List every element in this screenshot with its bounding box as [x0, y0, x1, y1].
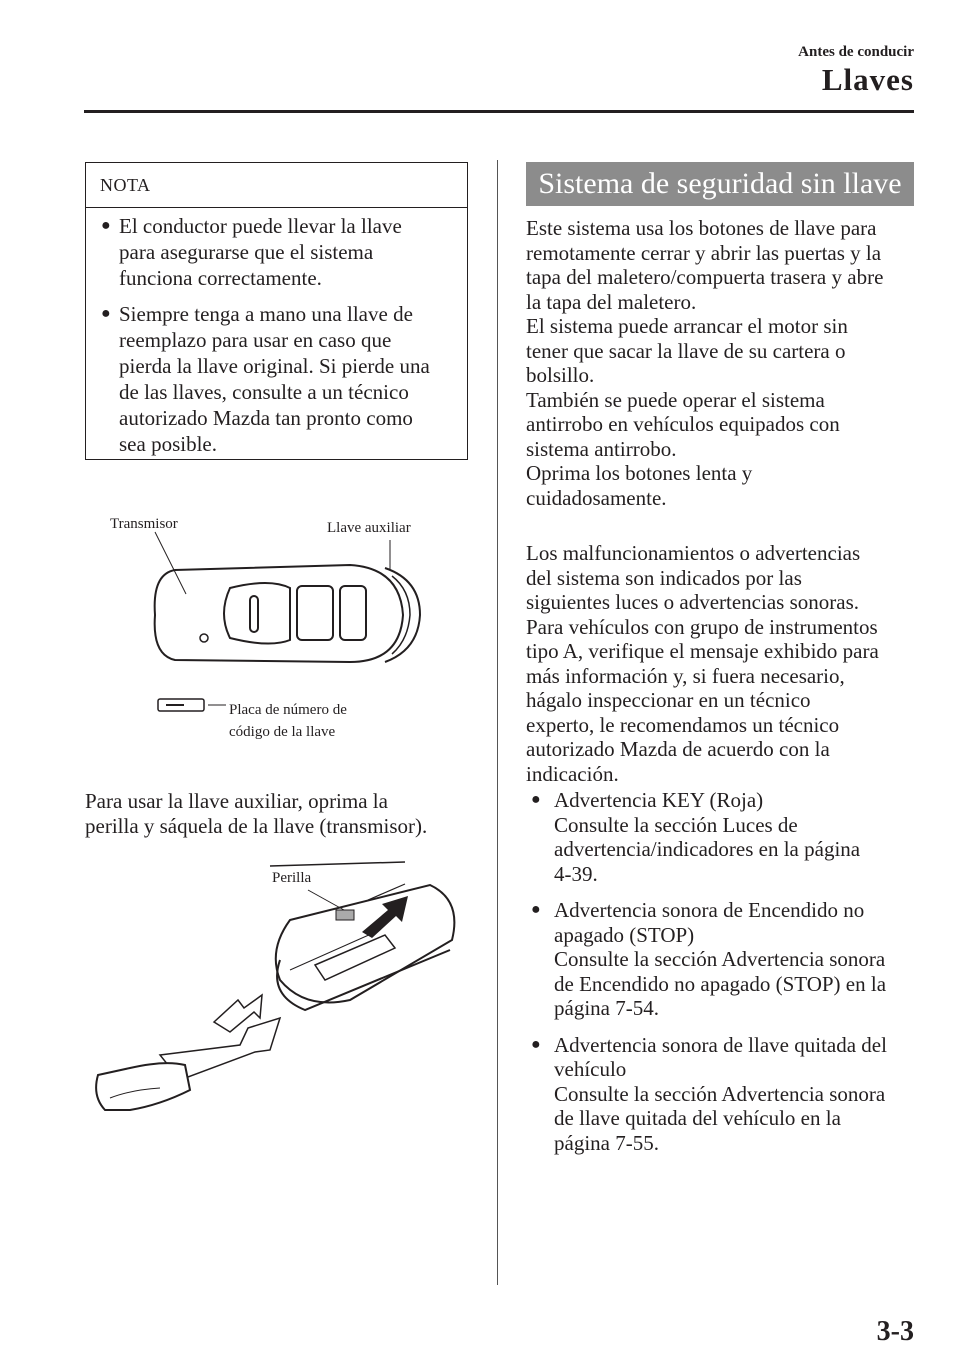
bullet-icon: ● — [531, 1035, 541, 1053]
page-number: 3-3 — [876, 1316, 914, 1347]
section-heading: Sistema de seguridad sin llave — [526, 162, 914, 206]
label-knob: Perilla — [272, 870, 312, 886]
list-line: Consulte la sección Advertencia sonora — [554, 1081, 886, 1106]
key-fob-figure — [100, 510, 460, 750]
aux-key-instructions — [85, 789, 427, 838]
header-title: Llaves — [821, 62, 914, 97]
para-line: tener que sacar la llave de su cartera o — [526, 338, 846, 363]
para-line: la tapa del maletero. — [526, 289, 697, 314]
aux-key-removal-figure — [90, 860, 470, 1150]
para-line: hágalo inspeccionar en un técnico — [526, 688, 811, 712]
list-line: Advertencia KEY (Roja) — [554, 788, 764, 812]
section-warnings-intro — [526, 541, 918, 786]
note-item — [86, 301, 467, 457]
label-plate-line2: código de la llave — [229, 724, 336, 740]
para-line: Para vehículos con grupo de instrumentos — [526, 614, 878, 639]
list-item — [526, 898, 918, 1021]
bullet-icon: ● — [531, 901, 541, 918]
para-line: Los malfuncionamientos o advertencias — [526, 541, 861, 565]
para-line: experto, le recomendamos un técnico — [526, 712, 840, 737]
label-aux-key: Llave auxiliar — [327, 520, 411, 536]
para-line: Para usar la llave auxiliar, oprima la — [85, 789, 388, 813]
list-line: advertencia/indicadores en la página — [554, 837, 861, 861]
para-line: bolsillo. — [526, 363, 595, 387]
aux-key-removal-illustration — [90, 860, 470, 1150]
header-subtitle: Antes de conducir — [798, 44, 914, 60]
bullet-icon: ● — [101, 217, 111, 234]
bullet-icon: ● — [531, 791, 541, 808]
note-line: autorizado Mazda tan pronto como — [119, 406, 413, 430]
para-line: autorizado Mazda de acuerdo con la — [526, 737, 830, 761]
para-line: antirrobo en vehículos equipados con — [526, 412, 840, 436]
para-line: cuidadosamente. — [526, 485, 667, 510]
para-line: tipo A, verifique el mensaje exhibido para — [526, 639, 879, 663]
note-rule — [86, 207, 467, 208]
note-line: sea posible. — [119, 432, 217, 456]
list-line: de llave quitada del vehículo en la — [554, 1106, 841, 1130]
list-line: Consulte la sección Advertencia sonora — [554, 947, 886, 971]
para-line: Este sistema usa los botones de llave para — [526, 216, 877, 240]
note-line: para asegurarse que el sistema — [119, 240, 374, 264]
para-line: sistema antirrobo. — [526, 436, 677, 461]
bullet-icon: ● — [101, 305, 111, 322]
label-transmitter: Transmisor — [110, 516, 178, 532]
note-title: NOTA — [100, 175, 151, 195]
para-line: siguientes luces o advertencias sonoras. — [526, 590, 859, 614]
list-line: página 7-55. — [554, 1130, 659, 1155]
label-plate-line1: Placa de número de — [229, 702, 347, 718]
note-list — [86, 213, 467, 467]
list-line: de Encendido no apagado (STOP) en la — [554, 971, 887, 996]
note-line: de las llaves, consulte a un técnico — [119, 380, 409, 404]
para-line: tapa del maletero/compuerta trasera y abre — [526, 265, 884, 289]
list-line: vehículo — [554, 1057, 627, 1081]
list-line: Advertencia sonora de llave quitada del — [554, 1032, 887, 1057]
para-line: También se puede operar el sistema — [526, 387, 825, 412]
list-line: 4-39. — [554, 861, 598, 886]
para-line: más información y, si fuera necesario, — [526, 663, 845, 688]
note-line: El conductor puede llevar la llave — [119, 214, 402, 238]
note-line: pierda la llave original. Si pierde una — [119, 354, 430, 378]
list-line: Advertencia sonora de Encendido no — [554, 898, 865, 922]
note-line: Siempre tenga a mano una llave de — [119, 302, 413, 326]
list-item — [526, 1033, 918, 1156]
list-line: página 7-54. — [554, 996, 659, 1020]
warning-list — [526, 788, 918, 1167]
section-intro — [526, 216, 918, 510]
header-rule — [84, 110, 914, 113]
note-line: reemplazo para usar en caso que — [119, 328, 392, 352]
note-box — [85, 162, 468, 460]
column-divider — [497, 160, 498, 1285]
para-line: del sistema son indicados por las — [526, 565, 802, 590]
list-line: apagado (STOP) — [554, 922, 695, 947]
list-line: Consulte la sección Luces de — [554, 812, 798, 837]
note-line: funciona correctamente. — [119, 266, 322, 290]
para-line: indicación. — [526, 761, 619, 786]
para-line: perilla y sáquela de la llave (transmisor). — [85, 813, 428, 838]
para-line: El sistema puede arrancar el motor sin — [526, 314, 848, 338]
note-item — [86, 213, 467, 291]
para-line: remotamente cerrar y abrir las puertas y la — [526, 240, 882, 265]
list-item — [526, 788, 918, 886]
para-line: Oprima los botones lenta y — [526, 461, 753, 485]
